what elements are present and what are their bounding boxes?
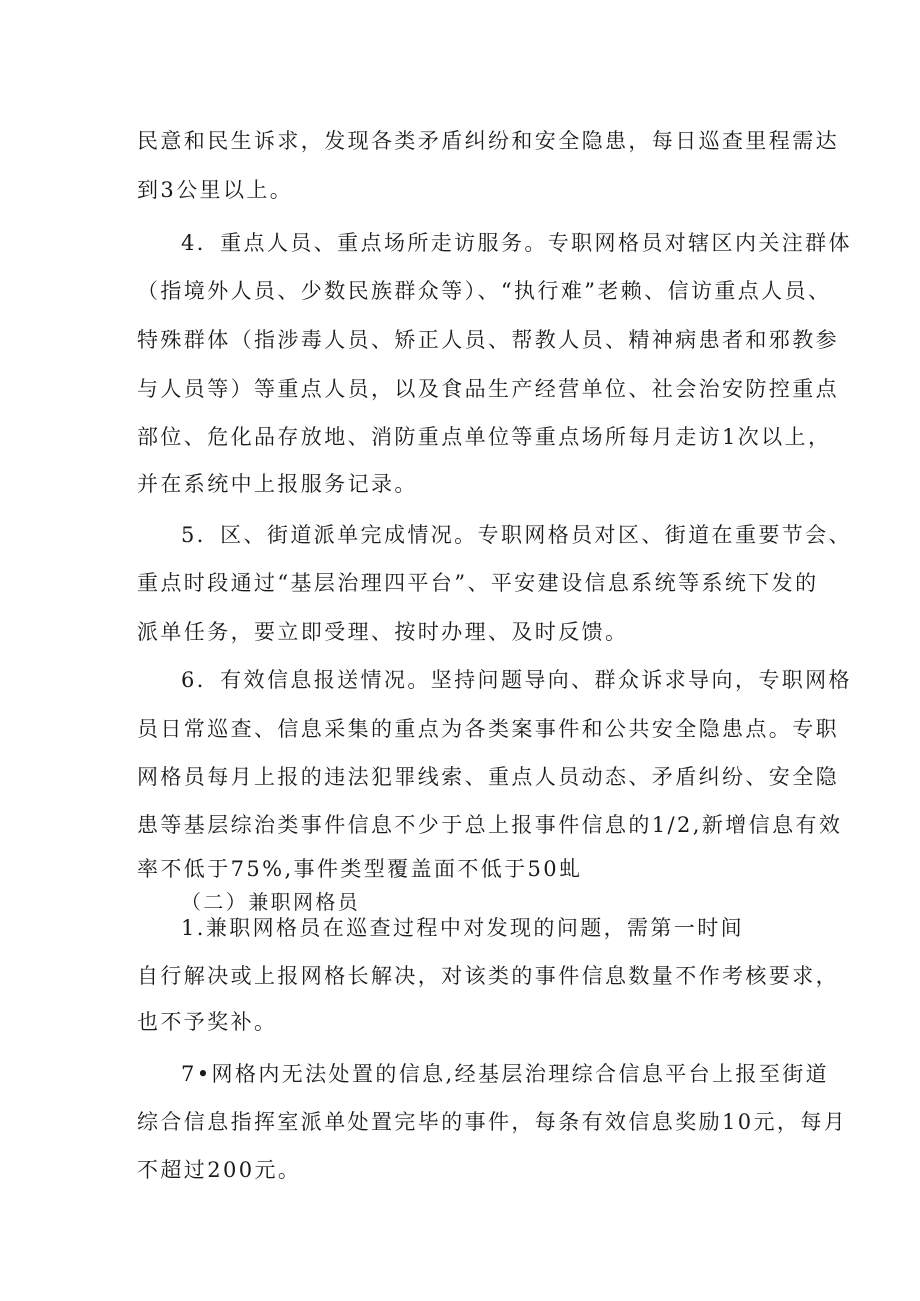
paragraph-line: 率不低于75%,事件类型覆盖面不低于50虬 <box>137 857 583 881</box>
paragraph-line: 民意和民生诉求，发现各类矛盾纠纷和安全隐患，每日巡查里程需达 <box>137 129 839 153</box>
paragraph-line: 部位、危化品存放地、消防重点单位等重点场所每月走访1次以上， <box>137 425 832 449</box>
paragraph-line: （指境外人员、少数民族群众等）、“执行难”老赖、信访重点人员、 <box>137 279 832 303</box>
paragraph-line: 与人员等）等重点人员，以及食品生产经营单位、社会治安防控重点 <box>137 377 839 401</box>
paragraph-line: 患等基层综治类事件信息不少于总上报事件信息的1/2,新增信息有效 <box>137 813 843 837</box>
paragraph-line: 综合信息指挥室派单处置完毕的事件，每条有效信息奖励10元，每月 <box>137 1110 848 1134</box>
section-heading: （二）兼职网格员 <box>181 890 361 914</box>
paragraph-line: 7•网格内无法处置的信息,经基层治理综合信息平台上报至街道 <box>181 1062 830 1086</box>
paragraph-line: 5．区、街道派单完成情况。专职网格员对区、街道在重要节会、 <box>181 523 852 547</box>
paragraph-line: 重点时段通过“基层治理四平台”、平安建设信息系统等系统下发的 <box>137 571 819 595</box>
paragraph-line: 4．重点人员、重点场所走访服务。专职网格员对辖区内关注群体 <box>181 231 852 255</box>
paragraph-line: 派单任务，要立即受理、按时办理、及时反馈。 <box>137 620 629 644</box>
paragraph-line: 自行解决或上报网格长解决，对该类的事件信息数量不作考核要求， <box>137 964 839 988</box>
paragraph-line: 1.兼职网格员在巡查过程中对发现的问题，需第一时间 <box>181 916 745 940</box>
paragraph-line: 6．有效信息报送情况。坚持问题导向、群众诉求导向，专职网格 <box>181 668 852 692</box>
paragraph-line: 网格员每月上报的违法犯罪线索、重点人员动态、矛盾纠纷、安全隐 <box>137 765 839 789</box>
paragraph-line: 到3公里以上。 <box>137 178 294 202</box>
paragraph-line: 不超过200元。 <box>137 1158 302 1182</box>
paragraph-line: 特殊群体（指涉毒人员、矫正人员、帮教人员、精神病患者和邪教参 <box>137 328 839 352</box>
paragraph-line: 员日常巡查、信息采集的重点为各类案事件和公共安全隐患点。专职 <box>137 717 839 741</box>
paragraph-line: 并在系统中上报服务记录。 <box>137 472 418 496</box>
paragraph-line: 也不予奖补。 <box>137 1010 278 1034</box>
